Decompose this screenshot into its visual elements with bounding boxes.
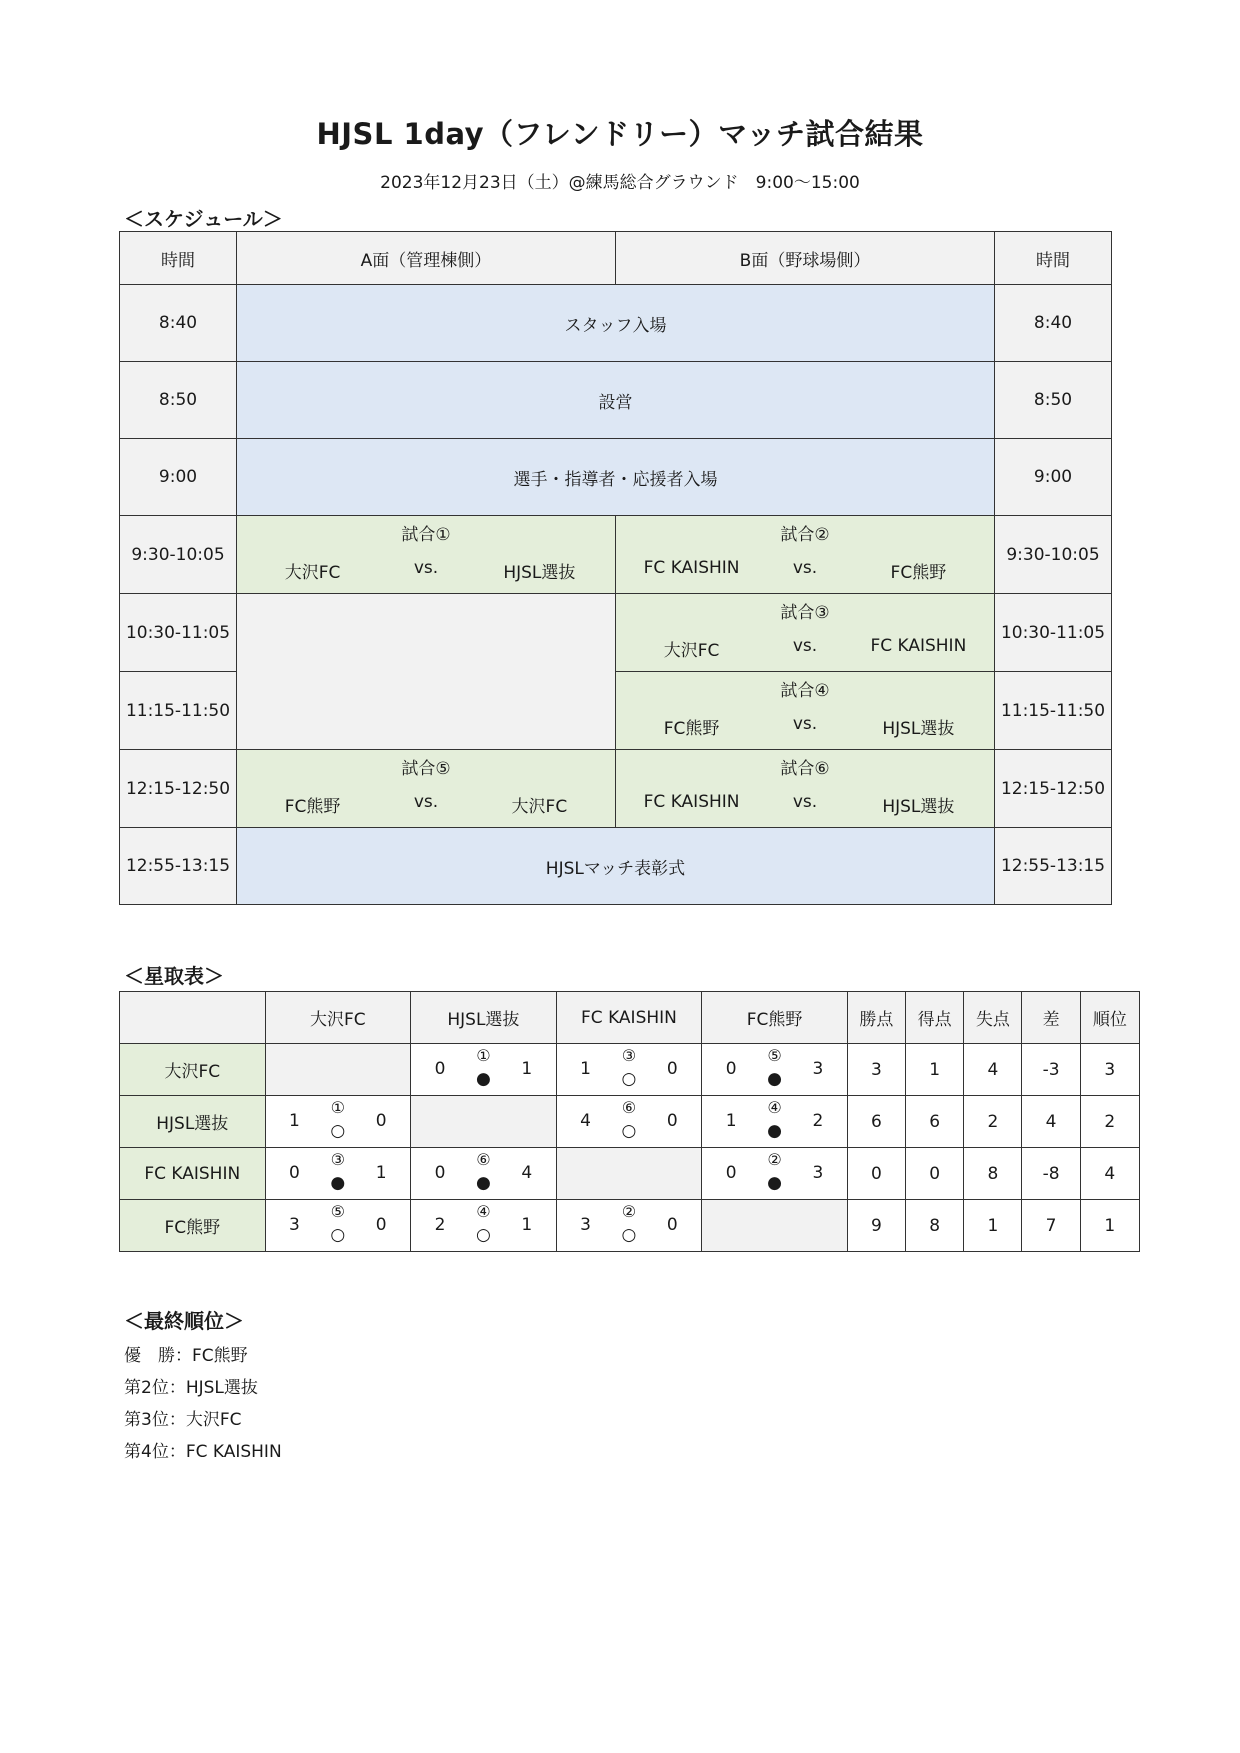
match-number: ④ [476, 1202, 491, 1221]
ranking-item: 第3位：大沢FC [124, 1410, 242, 1430]
match-cell-a [237, 750, 616, 828]
final-ranking-list [124, 1340, 282, 1468]
points-cell: 3 [847, 1044, 905, 1096]
goals-against: 2 [812, 1111, 824, 1131]
result-cell [265, 1200, 411, 1252]
goals-against-total: 8 [964, 1148, 1022, 1200]
column-header: HJSL選抜 [411, 992, 557, 1044]
match-home-team: FC熊野 [284, 797, 341, 817]
time-cell: 8:50 [120, 362, 237, 439]
empty-slot-a [237, 594, 616, 750]
goal-diff-cell: -3 [1022, 1044, 1080, 1096]
match-vs: vs. [792, 558, 818, 578]
schedule-header-row [120, 232, 1112, 285]
goals-for: 1 [289, 1111, 300, 1131]
match-title: 試合⑤ [401, 759, 451, 779]
result-mark: ● [767, 1069, 782, 1089]
result-cell [556, 1200, 702, 1252]
time-cell: 8:40 [120, 285, 237, 362]
points-cell: 9 [847, 1200, 905, 1252]
column-header: FC熊野 [702, 992, 848, 1044]
match-cell-b [616, 516, 995, 594]
standings-row [120, 1148, 1140, 1200]
column-header: 順位 [1080, 992, 1139, 1044]
standings-row [120, 1044, 1140, 1096]
goal-diff-cell: 7 [1022, 1200, 1080, 1252]
goals-against: 0 [375, 1215, 387, 1235]
time-cell: 12:55-13:15 [120, 828, 237, 905]
page-title: HJSL 1day（フレンドリー）マッチ試合結果 [316, 117, 924, 151]
goals-for: 0 [725, 1163, 737, 1183]
result-mark: ○ [621, 1225, 637, 1245]
column-header: 失点 [964, 992, 1022, 1044]
match-home-team: 大沢FC [284, 563, 341, 583]
event-cell: スタッフ入場 [237, 285, 995, 362]
team-name: FC KAISHIN [120, 1148, 266, 1200]
goals-against: 0 [666, 1059, 678, 1079]
match-number: ② [767, 1150, 782, 1169]
goals-against: 0 [666, 1111, 678, 1131]
final-ranking-heading: ＜最終順位＞ [124, 1309, 244, 1333]
time-cell: 12:15-12:50 [995, 750, 1112, 828]
goal-diff-cell: 4 [1022, 1096, 1080, 1148]
column-header: 大沢FC [265, 992, 411, 1044]
rank-cell: 4 [1080, 1148, 1139, 1200]
result-cell [411, 1044, 557, 1096]
match-home-team: FC KAISHIN [643, 558, 740, 578]
time-header-left: 時間 [120, 232, 237, 285]
goals-against: 0 [666, 1215, 678, 1235]
result-cell [411, 1200, 557, 1252]
corner-cell [120, 992, 266, 1044]
match-number: ③ [330, 1150, 346, 1169]
self-match-cell [702, 1200, 848, 1252]
goals-for-total: 8 [906, 1200, 964, 1252]
rank-cell: 3 [1080, 1044, 1139, 1096]
match-number: ⑥ [621, 1098, 637, 1117]
match-vs: vs. [413, 792, 439, 812]
goals-for: 3 [580, 1215, 591, 1235]
time-cell: 8:40 [995, 285, 1112, 362]
result-mark: ● [767, 1121, 782, 1141]
goals-for: 0 [434, 1059, 446, 1079]
schedule-row [120, 516, 1112, 594]
match-home-team: 大沢FC [663, 641, 720, 661]
schedule-row [120, 362, 1112, 439]
match-title: 試合⑥ [780, 759, 830, 779]
ranking-item: 第4位：FC KAISHIN [124, 1442, 282, 1462]
goals-against: 4 [521, 1163, 533, 1183]
result-mark: ● [475, 1173, 491, 1193]
schedule-row [120, 285, 1112, 362]
match-number: ① [330, 1098, 346, 1117]
match-title: 試合③ [780, 603, 830, 623]
match-cell-a [237, 516, 616, 594]
match-number: ⑥ [476, 1150, 491, 1169]
time-cell: 9:30-10:05 [120, 516, 237, 594]
result-cell [702, 1096, 848, 1148]
match-home-team: FC熊野 [663, 719, 720, 739]
match-vs: vs. [792, 714, 818, 734]
result-cell [702, 1148, 848, 1200]
goals-for-total: 0 [906, 1148, 964, 1200]
event-cell: 設営 [237, 362, 995, 439]
points-cell: 0 [847, 1148, 905, 1200]
points-cell: 6 [847, 1096, 905, 1148]
goals-for: 3 [289, 1215, 300, 1235]
goals-for: 2 [434, 1215, 446, 1235]
event-date-venue: 2023年12月23日（土）@練馬総合グラウンド 9:00～15:00 [380, 173, 860, 193]
match-number: ⑤ [330, 1202, 346, 1221]
time-cell: 9:30-10:05 [995, 516, 1112, 594]
ranking-item: 第2位：HJSL選抜 [124, 1378, 258, 1398]
match-cell-b [616, 750, 995, 828]
team-name: 大沢FC [120, 1044, 266, 1096]
goals-for-total: 1 [906, 1044, 964, 1096]
goals-against: 1 [521, 1059, 533, 1079]
goals-against: 1 [375, 1163, 387, 1183]
standings-table [119, 991, 1140, 1252]
match-away-team: FC KAISHIN [870, 636, 967, 656]
result-mark: ● [475, 1069, 491, 1089]
match-home-team: FC KAISHIN [643, 792, 740, 812]
time-cell: 9:00 [120, 439, 237, 516]
schedule-table [119, 231, 1112, 905]
self-match-cell [411, 1096, 557, 1148]
match-number: ③ [621, 1046, 637, 1065]
schedule-heading: ＜スケジュール＞ [124, 207, 283, 231]
goals-against: 3 [812, 1163, 824, 1183]
self-match-cell [265, 1044, 411, 1096]
result-mark: ○ [621, 1069, 637, 1089]
time-header-right: 時間 [995, 232, 1112, 285]
ranking-item: 優 勝：FC熊野 [124, 1346, 248, 1366]
event-cell: 選手・指導者・応援者入場 [237, 439, 995, 516]
match-away-team: HJSL選抜 [882, 719, 955, 739]
schedule-row [120, 594, 1112, 672]
result-cell [702, 1044, 848, 1096]
match-title: 試合④ [780, 681, 830, 701]
column-header: 勝点 [847, 992, 905, 1044]
standings-row [120, 1200, 1140, 1252]
result-mark: ○ [330, 1225, 346, 1245]
match-cell-b [616, 672, 995, 750]
goals-for: 1 [580, 1059, 591, 1079]
column-header: FC KAISHIN [556, 992, 702, 1044]
match-away-team: 大沢FC [511, 797, 568, 817]
match-number: ⑤ [767, 1046, 782, 1065]
match-away-team: HJSL選抜 [882, 797, 955, 817]
time-cell: 11:15-11:50 [120, 672, 237, 750]
match-away-team: FC熊野 [890, 563, 947, 583]
standings-header-row [120, 992, 1140, 1044]
result-mark: ● [330, 1173, 346, 1193]
column-header: 得点 [906, 992, 964, 1044]
goals-against-total: 2 [964, 1096, 1022, 1148]
rank-cell: 2 [1080, 1096, 1139, 1148]
time-cell: 12:15-12:50 [120, 750, 237, 828]
match-vs: vs. [792, 636, 818, 656]
goals-against: 1 [521, 1215, 533, 1235]
result-cell [411, 1148, 557, 1200]
goals-against-total: 4 [964, 1044, 1022, 1096]
goals-for: 4 [580, 1111, 591, 1131]
match-title: 試合① [401, 525, 451, 545]
time-cell: 10:30-11:05 [120, 594, 237, 672]
time-cell: 9:00 [995, 439, 1112, 516]
time-cell: 12:55-13:15 [995, 828, 1112, 905]
match-title: 試合② [780, 525, 830, 545]
column-header: 差 [1022, 992, 1080, 1044]
result-cell [556, 1096, 702, 1148]
field-b-header: B面（野球場側） [616, 232, 995, 285]
match-vs: vs. [413, 558, 439, 578]
goals-for: 0 [434, 1163, 446, 1183]
result-mark: ○ [330, 1121, 346, 1141]
event-cell: HJSLマッチ表彰式 [237, 828, 995, 905]
goals-for: 1 [725, 1111, 737, 1131]
schedule-row [120, 750, 1112, 828]
goal-diff-cell: -8 [1022, 1148, 1080, 1200]
time-cell: 11:15-11:50 [995, 672, 1112, 750]
result-cell [265, 1096, 411, 1148]
goals-against: 3 [812, 1059, 824, 1079]
team-name: HJSL選抜 [120, 1096, 266, 1148]
match-vs: vs. [792, 792, 818, 812]
goals-for-total: 6 [906, 1096, 964, 1148]
match-number: ② [621, 1202, 637, 1221]
rank-cell: 1 [1080, 1200, 1139, 1252]
schedule-row [120, 828, 1112, 905]
schedule-row [120, 439, 1112, 516]
result-cell [556, 1044, 702, 1096]
match-number: ④ [767, 1098, 782, 1117]
time-cell: 8:50 [995, 362, 1112, 439]
result-mark: ○ [621, 1121, 637, 1141]
standings-row [120, 1096, 1140, 1148]
self-match-cell [556, 1148, 702, 1200]
result-cell [265, 1148, 411, 1200]
match-away-team: HJSL選抜 [503, 563, 576, 583]
team-name: FC熊野 [120, 1200, 266, 1252]
field-a-header: A面（管理棟側） [237, 232, 616, 285]
match-cell-b [616, 594, 995, 672]
time-cell: 10:30-11:05 [995, 594, 1112, 672]
standings-heading: ＜星取表＞ [124, 964, 224, 988]
result-mark: ● [767, 1173, 782, 1193]
match-number: ① [476, 1046, 491, 1065]
goals-for: 0 [289, 1163, 300, 1183]
goals-against-total: 1 [964, 1200, 1022, 1252]
result-mark: ○ [475, 1225, 491, 1245]
goals-for: 0 [725, 1059, 737, 1079]
goals-against: 0 [375, 1111, 387, 1131]
